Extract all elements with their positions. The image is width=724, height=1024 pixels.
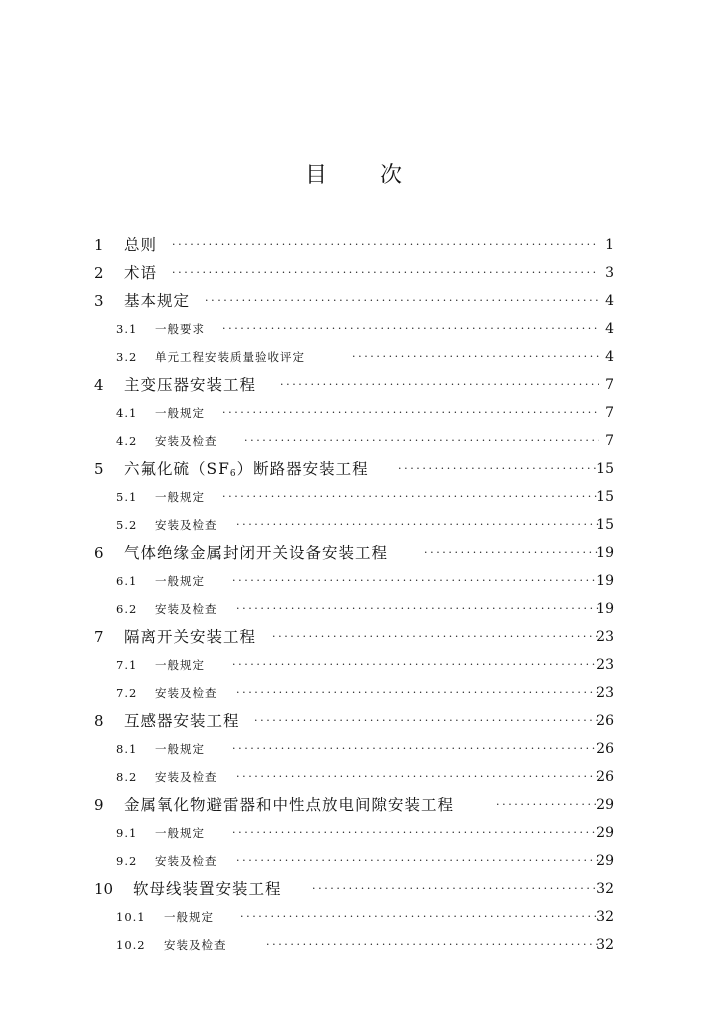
- toc-page-number: 4: [605, 293, 614, 309]
- toc-page-number: 26: [596, 713, 614, 729]
- toc-label: 六氟化硫$(SF_6)$断路器安装工程: [124, 460, 369, 479]
- toc-label: 一般要求: [155, 322, 205, 336]
- toc-page-number: 32: [596, 937, 614, 953]
- toc-page-number: 29: [596, 825, 614, 841]
- toc-leader-dots: [236, 680, 599, 706]
- toc-label: 互感器安装工程: [124, 712, 240, 730]
- toc-entry[interactable]: [0, 288, 724, 314]
- toc-page-number: 3: [605, 265, 614, 281]
- toc-number: 7.1: [116, 658, 138, 672]
- toc-entry[interactable]: [0, 316, 724, 342]
- toc-number: 5.2: [116, 518, 138, 532]
- toc-page-number: 23: [596, 629, 614, 645]
- toc-number: 10.2: [116, 938, 146, 952]
- toc-label: 隔离开关安装工程: [124, 628, 257, 646]
- toc-number: 8.1: [116, 742, 138, 756]
- title-char-2: 次: [380, 163, 403, 188]
- toc-entry[interactable]: [0, 904, 724, 930]
- toc-entry[interactable]: [0, 876, 724, 902]
- toc-label: 一般规定: [164, 910, 214, 924]
- toc-leader-dots: [280, 372, 599, 398]
- page-title: [0, 160, 724, 192]
- toc-page-number: 19: [596, 545, 614, 561]
- toc-leader-dots: [232, 736, 599, 762]
- toc-label: 安装及检查: [155, 854, 218, 868]
- toc-number: 6.1: [116, 574, 138, 588]
- toc-leader-dots: [222, 484, 599, 510]
- toc-entry[interactable]: [0, 848, 724, 874]
- toc-label: 单元工程安装质量验收评定: [155, 350, 305, 364]
- toc-label: 安装及检查: [155, 518, 218, 532]
- toc-page-number: 15: [596, 489, 614, 505]
- toc-entry[interactable]: [0, 820, 724, 846]
- toc-entry[interactable]: [0, 260, 724, 286]
- toc-number: 9.2: [116, 854, 138, 868]
- toc-leader-dots: [236, 848, 599, 874]
- toc-label: 安装及检查: [164, 938, 227, 952]
- toc-leader-dots: [172, 232, 599, 258]
- toc-leader-dots: [222, 400, 599, 426]
- toc-number: 3: [94, 292, 104, 310]
- toc-page-number: 4: [605, 321, 614, 337]
- toc-page-number: 29: [596, 797, 614, 813]
- toc-leader-dots: [222, 316, 599, 342]
- toc-leader-dots: [272, 624, 599, 650]
- toc-leader-dots: [236, 596, 599, 622]
- toc-label: 术语: [124, 264, 158, 282]
- toc-leader-dots: [232, 568, 599, 594]
- toc-entry[interactable]: [0, 764, 724, 790]
- toc-entry[interactable]: [0, 232, 724, 258]
- toc-leader-dots: [236, 764, 599, 790]
- toc-label: 金属氧化物避雷器和中性点放电间隙安装工程: [124, 796, 455, 814]
- toc-leader-dots: [254, 708, 599, 734]
- toc-leader-dots: [240, 904, 599, 930]
- title-char-1: 目: [305, 163, 328, 188]
- toc-label: 气体绝缘金属封闭开关设备安装工程: [124, 544, 389, 562]
- toc-leader-dots: [244, 428, 599, 454]
- toc-label: 一般规定: [155, 490, 205, 504]
- toc-number: 8.2: [116, 770, 138, 784]
- toc-label: 一般规定: [155, 406, 205, 420]
- toc-page-number: 32: [596, 881, 614, 897]
- toc-entry[interactable]: [0, 512, 724, 538]
- toc-entry[interactable]: [0, 372, 724, 398]
- toc-label: 安装及检查: [155, 770, 218, 784]
- toc-entry[interactable]: [0, 736, 724, 762]
- toc-label: 一般规定: [155, 574, 205, 588]
- toc-number: 6: [94, 544, 104, 562]
- toc-page-number: 15: [596, 461, 614, 477]
- toc-entry[interactable]: [0, 484, 724, 510]
- toc-leader-dots: [266, 932, 599, 958]
- toc-leader-dots: [352, 344, 599, 370]
- toc-number: 9: [94, 796, 104, 814]
- toc-page-number: 26: [596, 741, 614, 757]
- toc-entry[interactable]: [0, 400, 724, 426]
- toc-leader-dots: [398, 456, 599, 482]
- toc-number: 5.1: [116, 490, 138, 504]
- toc-leader-dots: [232, 820, 599, 846]
- toc-page-number: 15: [596, 517, 614, 533]
- toc-page-number: 23: [596, 657, 614, 673]
- toc-number: 7: [94, 628, 104, 646]
- toc-page-number: 29: [596, 853, 614, 869]
- toc-page-number: 19: [596, 573, 614, 589]
- toc-number: 4: [94, 376, 104, 394]
- toc-label: 一般规定: [155, 658, 205, 672]
- toc-entry[interactable]: [0, 456, 724, 482]
- toc-page-number: 32: [596, 909, 614, 925]
- toc-number: 1: [94, 236, 104, 254]
- toc-page-number: 1: [605, 237, 614, 253]
- toc-number: 10: [94, 880, 114, 898]
- toc-leader-dots: [312, 876, 599, 902]
- toc-entry[interactable]: [0, 428, 724, 454]
- toc-label: 安装及检查: [155, 686, 218, 700]
- toc-leader-dots: [172, 260, 599, 286]
- toc-entry[interactable]: [0, 344, 724, 370]
- toc-page-number: 4: [605, 349, 614, 365]
- toc-leader-dots: [424, 540, 599, 566]
- toc-page-number: 7: [605, 405, 614, 421]
- toc-number: 9.1: [116, 826, 138, 840]
- toc-leader-dots: [232, 652, 599, 678]
- toc-number: 5: [94, 460, 104, 478]
- toc-entry[interactable]: [0, 652, 724, 678]
- toc-label: 软母线装置安装工程: [133, 880, 282, 898]
- toc-entry[interactable]: [0, 540, 724, 566]
- toc-label: 一般规定: [155, 742, 205, 756]
- toc-page-number: 23: [596, 685, 614, 701]
- toc-page-number: 26: [596, 769, 614, 785]
- toc-entry[interactable]: [0, 680, 724, 706]
- toc-number: 6.2: [116, 602, 138, 616]
- toc-entry[interactable]: [0, 624, 724, 650]
- toc-entry[interactable]: [0, 596, 724, 622]
- toc-leader-dots: [236, 512, 599, 538]
- toc-number: 3.2: [116, 350, 138, 364]
- toc-number: 8: [94, 712, 104, 730]
- toc-number: 3.1: [116, 322, 138, 336]
- toc-page-number: 7: [605, 377, 614, 393]
- toc-entry[interactable]: [0, 932, 724, 958]
- toc-label: 主变压器安装工程: [124, 376, 257, 394]
- toc-number: 4.2: [116, 434, 138, 448]
- toc-page-number: 7: [605, 433, 614, 449]
- toc-number: 2: [94, 264, 104, 282]
- toc-page-number: 19: [596, 601, 614, 617]
- toc-number: 7.2: [116, 686, 138, 700]
- toc-number: 4.1: [116, 406, 138, 420]
- toc-entry[interactable]: [0, 708, 724, 734]
- toc-label: 一般规定: [155, 826, 205, 840]
- toc-label: 总则: [124, 236, 158, 254]
- toc-leader-dots: [205, 288, 599, 314]
- toc-label: 安装及检查: [155, 602, 218, 616]
- toc-entry[interactable]: [0, 568, 724, 594]
- toc-entry[interactable]: [0, 792, 724, 818]
- toc-number: 10.1: [116, 910, 146, 924]
- toc-leader-dots: [496, 792, 599, 818]
- toc-label: 基本规定: [124, 292, 191, 310]
- toc-label: 安装及检查: [155, 434, 218, 448]
